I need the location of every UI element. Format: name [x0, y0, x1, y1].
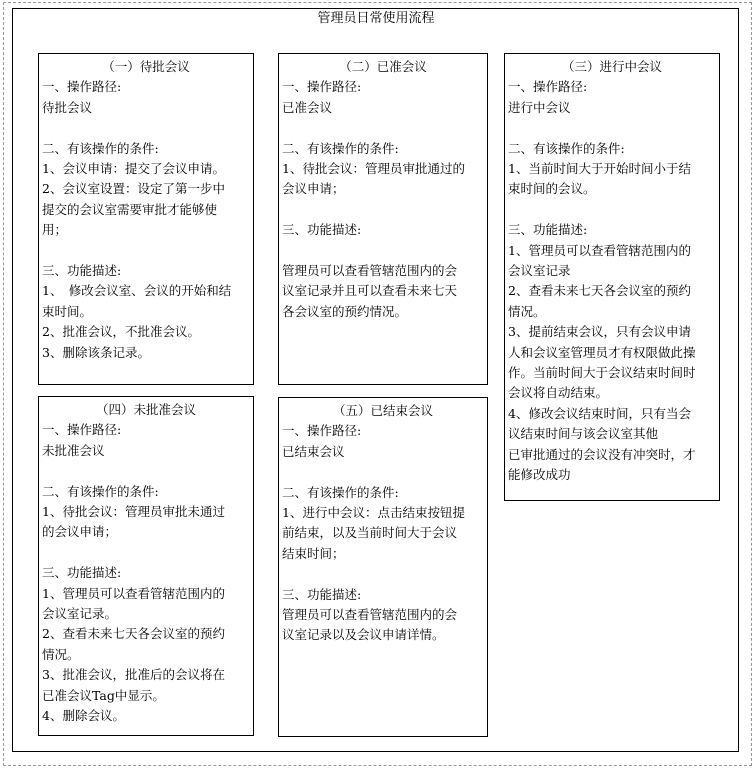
- text-line: 待批会议: [42, 99, 93, 115]
- blank-line: [282, 118, 484, 138]
- text-line: 一、操作路径:: [508, 79, 588, 95]
- text-line: 1、管理员可以查看管辖范围内的: [508, 242, 691, 258]
- text-line: 三、功能描述:: [508, 222, 588, 238]
- text-line: 三、功能描述:: [42, 263, 122, 279]
- blank-line: [282, 200, 484, 220]
- text-line: 二、有该操作的条件:: [282, 484, 399, 500]
- text-line: 会议申请；: [282, 181, 345, 197]
- box-rejected-meetings: [38, 396, 254, 736]
- text-line: 人和会议室管理员才有权限做此操: [508, 344, 696, 360]
- blank-line: [42, 118, 250, 138]
- text-line: 议结束时间与该会议室其他: [508, 426, 659, 442]
- text-line: 情况。: [42, 646, 80, 662]
- text-line: 作。当前时间大于会议结束时间时: [508, 365, 696, 381]
- text-line: 2、会议室设置：设定了第一步中: [42, 181, 225, 197]
- text-line: 3、提前结束会议，只有会议申请: [508, 324, 691, 340]
- text-line: 会议将自动结束。: [508, 385, 609, 401]
- text-line: 结束时间；: [282, 545, 345, 561]
- text-line: 管理员可以查看管辖范围内的会: [282, 607, 458, 623]
- text-line: 议室记录并且可以查看未来七天: [282, 283, 458, 299]
- text-line: 束时间的会议。: [508, 181, 596, 197]
- blank-line: [282, 241, 484, 261]
- text-line: 1、进行中会议：点击结束按钮提: [282, 505, 465, 521]
- text-line: 能修改成功: [508, 467, 571, 483]
- text-line: 二、有该操作的条件:: [282, 140, 399, 156]
- text-line: 会议室记录。: [42, 606, 118, 622]
- page-title: 管理员日常使用流程: [317, 11, 435, 26]
- text-line: 前结束，以及当前时间大于会议: [282, 525, 458, 541]
- box-heading: （四）未批准会议: [95, 402, 196, 417]
- text-line: 1、待批会议：管理员审批未通过: [42, 504, 225, 520]
- text-line: 会议室记录: [508, 263, 571, 279]
- text-line: 三、功能描述:: [282, 586, 362, 602]
- box-pending-meetings: [38, 53, 254, 385]
- text-line: 3、删除该条记录。: [42, 344, 150, 360]
- text-line: 2、查看未来七天各会议室的预约: [42, 626, 225, 642]
- text-line: 1、当前时间大于开始时间小于结: [508, 161, 691, 177]
- box-approved-meetings: [278, 53, 488, 385]
- text-line: 用；: [42, 222, 68, 238]
- box-heading: （五）已结束会议: [332, 403, 433, 418]
- blank-line: [42, 461, 250, 481]
- text-line: 一、操作路径:: [282, 79, 362, 95]
- blank-line: [508, 200, 716, 220]
- text-line: 情况。: [508, 303, 546, 319]
- text-line: 一、操作路径:: [282, 423, 362, 439]
- text-line: 二、有该操作的条件:: [42, 483, 159, 499]
- text-line: 管理员可以查看管辖范围内的会: [282, 263, 458, 279]
- text-line: 2、查看未来七天各会议室的预约: [508, 283, 691, 299]
- text-line: 4、修改会议结束时间，只有当会: [508, 405, 691, 421]
- blank-line: [282, 462, 484, 482]
- blank-line: [42, 543, 250, 563]
- box-heading: （三）进行中会议: [561, 59, 662, 74]
- text-line: 一、操作路径:: [42, 422, 122, 438]
- box-ended-meetings: [278, 397, 488, 737]
- text-line: 二、有该操作的条件:: [42, 140, 159, 156]
- text-line: 未批准会议: [42, 442, 105, 458]
- text-line: 三、功能描述:: [42, 565, 122, 581]
- text-line: 各会议室的预约情况。: [282, 303, 408, 319]
- blank-line: [282, 564, 484, 584]
- text-line: 已准会议Tag中显示。: [42, 687, 165, 703]
- text-line: 已准会议: [282, 99, 333, 115]
- text-line: 1、待批会议：管理员审批通过的: [282, 161, 465, 177]
- box-heading: （一）待批会议: [102, 59, 190, 74]
- text-line: 2、批准会议，不批准会议。: [42, 324, 200, 340]
- text-line: 二、有该操作的条件:: [508, 140, 625, 156]
- text-line: 进行中会议: [508, 99, 571, 115]
- text-line: 3、批准会议，批准后的会议将在: [42, 667, 225, 683]
- text-line: 的会议申请；: [42, 524, 118, 540]
- text-line: 提交的会议室需要审批才能够使: [42, 201, 218, 217]
- box-ongoing-meetings: [504, 53, 720, 501]
- text-line: 已结束会议: [282, 443, 345, 459]
- text-line: 4、删除会议。: [42, 708, 125, 724]
- text-line: 三、功能描述:: [282, 222, 362, 238]
- text-line: 一、操作路径:: [42, 79, 122, 95]
- text-line: 已审批通过的会议没有冲突时，才: [508, 446, 696, 462]
- text-line: 1、 修改会议室、会议的开始和结: [42, 283, 232, 299]
- blank-line: [42, 241, 250, 261]
- text-line: 束时间。: [42, 303, 93, 319]
- blank-line: [508, 118, 716, 138]
- text-line: 议室记录以及会议申请详情。: [282, 627, 445, 643]
- box-heading: （二）已准会议: [339, 59, 427, 74]
- text-line: 1、会议申请：提交了会议申请。: [42, 161, 225, 177]
- text-line: 1、管理员可以查看管辖范围内的: [42, 585, 225, 601]
